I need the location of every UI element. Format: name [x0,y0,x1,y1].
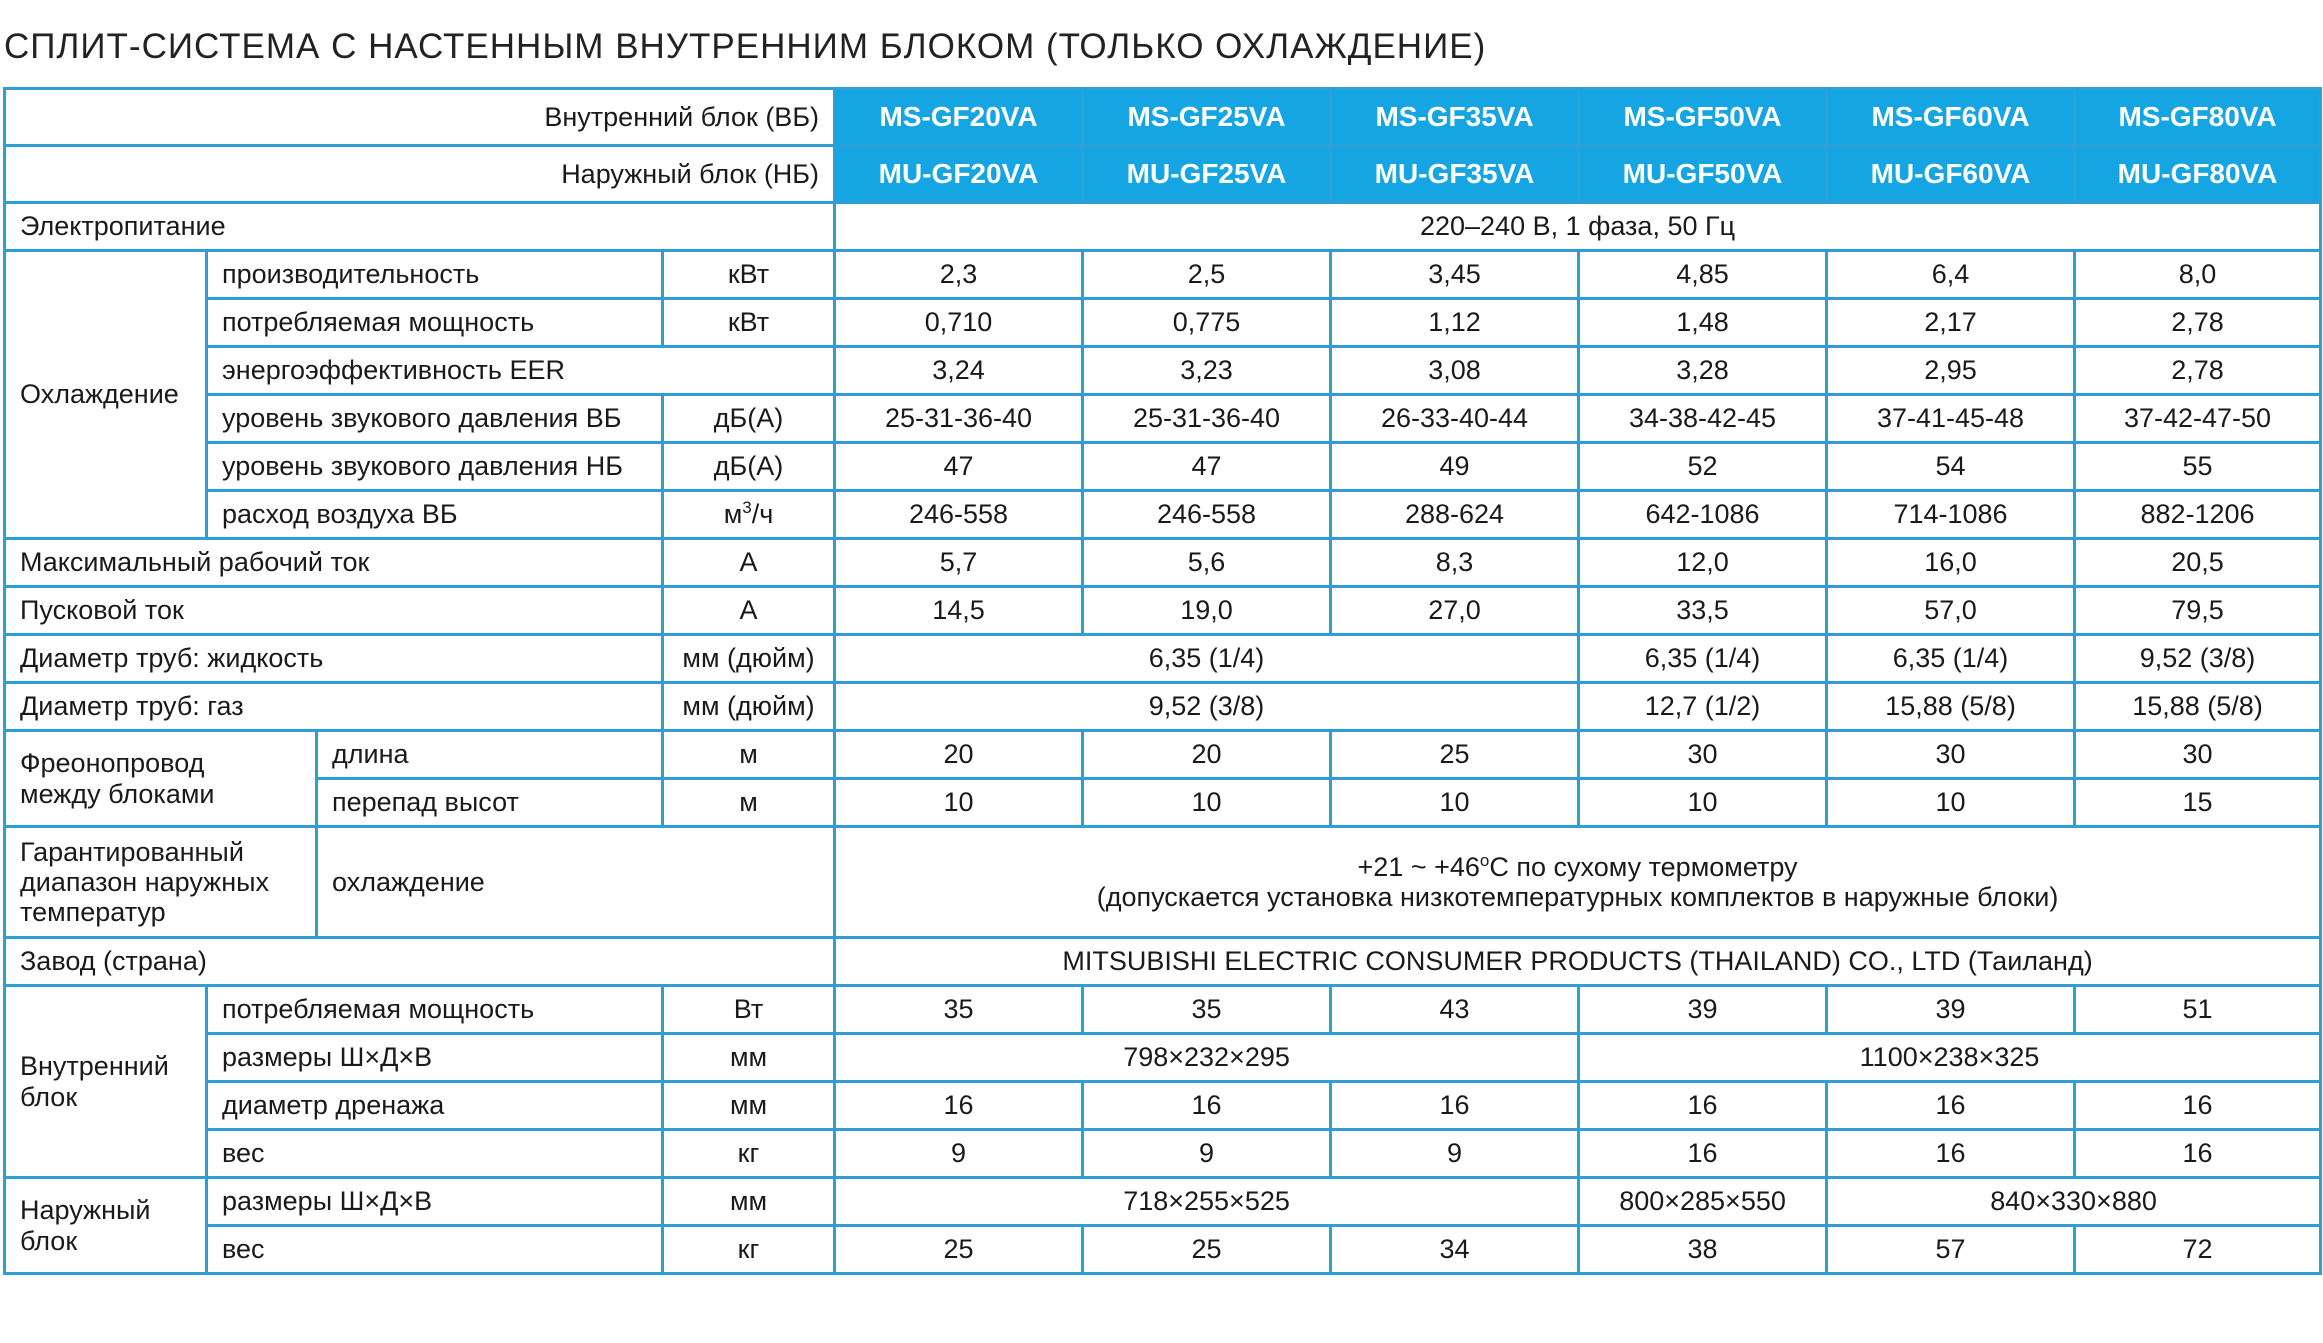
table-cell: 6,35 (1/4) [1827,635,2075,683]
label-line: Наружный [20,1195,151,1226]
table-row-cooling-eer [5,347,2321,395]
table-cell: 1100×238×325 [1579,1034,2321,1082]
temp-range-pre: +21 ~ +46 [1357,851,1480,882]
outdoor-model-5: MU-GF60VA [1827,146,2075,203]
table-cell: 15,88 (5/8) [2075,683,2321,731]
table-cell: 52 [1579,443,1827,491]
table-cell: 718×255×525 [835,1178,1579,1226]
table-cell: 3,23 [1083,347,1331,395]
table-cell: 19,0 [1083,587,1331,635]
row-label: потребляемая мощность [207,986,663,1034]
power-label: Электропитание [5,203,835,251]
row-label: Диаметр труб: жидкость [5,635,663,683]
table-cell: 25-31-36-40 [835,395,1083,443]
table-cell: 25 [1331,731,1579,779]
row-unit: мм [663,1034,835,1082]
table-row-outdoor-weight [5,1226,2321,1274]
row-label: перепад высот [317,779,663,827]
label-line: Внутренний [20,1051,169,1082]
table-cell: 800×285×550 [1579,1178,1827,1226]
indoor-model-1: MS-GF20VA [835,89,1083,146]
row-label: вес [207,1130,663,1178]
row-unit: А [663,539,835,587]
outdoor-model-1: MU-GF20VA [835,146,1083,203]
factory-value: MITSUBISHI ELECTRIC CONSUMER PRODUCTS (THAILAND) CO., LTD (Таиланд) [835,938,2321,986]
table-cell: 0,710 [835,299,1083,347]
table-cell: 20 [835,731,1083,779]
table-row-pipe-gas [5,683,2321,731]
table-row-start-current [5,587,2321,635]
table-row-indoor-drain [5,1082,2321,1130]
table-cell: 1,12 [1331,299,1579,347]
outdoor-model-4: MU-GF50VA [1579,146,1827,203]
table-cell: 8,3 [1331,539,1579,587]
row-unit: м [663,779,835,827]
table-cell: 39 [1579,986,1827,1034]
table-cell: 10 [1083,779,1331,827]
table-row-cooling-consumption [5,299,2321,347]
table-row-indoor-dimensions [5,1034,2321,1082]
table-cell: 25 [835,1226,1083,1274]
table-cell: 55 [2075,443,2321,491]
table-row-outdoor-dimensions [5,1178,2321,1226]
outdoor-model-3: MU-GF35VA [1331,146,1579,203]
spec-table [3,87,2322,1275]
row-label: диаметр дренажа [207,1082,663,1130]
table-cell: 39 [1827,986,2075,1034]
table-cell: 54 [1827,443,2075,491]
table-cell: 246-558 [835,491,1083,539]
refrigerant-line-label [5,731,317,827]
row-unit: мм (дюйм) [663,635,835,683]
table-cell: 16 [1579,1130,1827,1178]
table-cell: 57,0 [1827,587,2075,635]
label-line: температур [20,897,166,928]
table-row-noise-outdoor [5,443,2321,491]
table-row-height-diff [5,779,2321,827]
table-row-cooling-capacity [5,251,2321,299]
page-title: СПЛИТ-СИСТЕМА С НАСТЕННЫМ ВНУТРЕННИМ БЛОКОМ (ТОЛЬКО ОХЛАЖДЕНИЕ) [4,27,1487,66]
table-cell: 37-41-45-48 [1827,395,2075,443]
table-cell: 6,35 (1/4) [1579,635,1827,683]
table-cell: 6,35 (1/4) [835,635,1579,683]
table-row-noise-indoor [5,395,2321,443]
table-cell: 642-1086 [1579,491,1827,539]
indoor-model-6: MS-GF80VA [2075,89,2321,146]
factory-label: Завод (страна) [5,938,835,986]
row-unit: дБ(А) [663,443,835,491]
row-label: Диаметр труб: газ [5,683,663,731]
row-unit: мм [663,1178,835,1226]
label-line: блок [20,1225,78,1256]
table-cell: 714-1086 [1827,491,2075,539]
table-row-max-current [5,539,2321,587]
table-cell: 2,3 [835,251,1083,299]
table-row-power [5,203,2321,251]
indoor-model-3: MS-GF35VA [1331,89,1579,146]
table-cell: 43 [1331,986,1579,1034]
table-cell: 33,5 [1579,587,1827,635]
temp-range-label [5,827,317,938]
table-cell: 16,0 [1827,539,2075,587]
table-cell: 35 [1083,986,1331,1034]
table-cell: 2,95 [1827,347,2075,395]
cooling-group-label: Охлаждение [5,251,207,539]
table-cell: 47 [835,443,1083,491]
label-line: Фреонопровод [20,748,205,779]
table-row-temp-range [5,827,2321,938]
table-cell: 49 [1331,443,1579,491]
temp-range-post: C по сухому термометру [1489,851,1798,882]
table-cell: 57 [1827,1226,2075,1274]
row-label: производительность [207,251,663,299]
table-cell: 0,775 [1083,299,1331,347]
row-label: уровень звукового давления НБ [207,443,663,491]
row-unit: кг [663,1226,835,1274]
row-label: длина [317,731,663,779]
label-line: Гарантированный [20,836,244,867]
table-cell: 16 [1331,1082,1579,1130]
table-cell: 34-38-42-45 [1579,395,1827,443]
label-line: диапазон наружных [20,866,270,897]
table-cell: 882-1206 [2075,491,2321,539]
table-cell: 30 [1579,731,1827,779]
row-unit: Вт [663,986,835,1034]
table-cell: 10 [835,779,1083,827]
table-cell: 288-624 [1331,491,1579,539]
table-cell: 20,5 [2075,539,2321,587]
table-cell: 9,52 (3/8) [2075,635,2321,683]
table-header-outdoor [5,146,2321,203]
table-cell: 10 [1331,779,1579,827]
indoor-unit-group-label [5,986,207,1178]
table-cell: 14,5 [835,587,1083,635]
row-unit: мм [663,1082,835,1130]
indoor-unit-header-label: Внутренний блок (ВБ) [5,89,835,146]
row-label: расход воздуха ВБ [207,491,663,539]
table-cell: 51 [2075,986,2321,1034]
table-cell: 16 [1827,1082,2075,1130]
table-cell: 15,88 (5/8) [1827,683,2075,731]
row-label: размеры Ш×Д×В [207,1034,663,1082]
table-cell: 34 [1331,1226,1579,1274]
row-unit: А [663,587,835,635]
temp-range-mode: охлаждение [317,827,835,938]
table-cell: 2,5 [1083,251,1331,299]
degree-sign: o [1479,850,1490,870]
unit-base: м [723,499,743,530]
table-row-indoor-consumption [5,986,2321,1034]
table-cell: 12,7 (1/2) [1579,683,1827,731]
row-label: Максимальный рабочий ток [5,539,663,587]
row-label: Пусковой ток [5,587,663,635]
row-label: потребляемая мощность [207,299,663,347]
row-label: размеры Ш×Д×В [207,1178,663,1226]
table-cell: 12,0 [1579,539,1827,587]
table-cell: 3,24 [835,347,1083,395]
table-cell: 4,85 [1579,251,1827,299]
table-cell: 3,28 [1579,347,1827,395]
row-unit: кВт [663,251,835,299]
table-cell: 37-42-47-50 [2075,395,2321,443]
table-row-pipe-liquid [5,635,2321,683]
table-cell: 10 [1827,779,2075,827]
table-cell: 16 [1579,1082,1827,1130]
table-cell: 16 [2075,1130,2321,1178]
outdoor-unit-group-label [5,1178,207,1274]
indoor-model-2: MS-GF25VA [1083,89,1331,146]
row-unit: мм (дюйм) [663,683,835,731]
table-cell: 10 [1579,779,1827,827]
table-cell: 27,0 [1331,587,1579,635]
temp-range-value [835,827,2321,938]
table-cell: 3,45 [1331,251,1579,299]
table-cell: 6,4 [1827,251,2075,299]
table-cell: 16 [835,1082,1083,1130]
table-cell: 5,7 [835,539,1083,587]
table-cell: 9 [835,1130,1083,1178]
row-unit: кВт [663,299,835,347]
unit-tail: /ч [751,499,774,530]
outdoor-model-2: MU-GF25VA [1083,146,1331,203]
table-row-line-length [5,731,2321,779]
table-header-indoor [5,89,2321,146]
row-label: уровень звукового давления ВБ [207,395,663,443]
table-cell: 47 [1083,443,1331,491]
table-cell: 79,5 [2075,587,2321,635]
table-row-airflow [5,491,2321,539]
indoor-model-4: MS-GF50VA [1579,89,1827,146]
table-row-indoor-weight [5,1130,2321,1178]
row-unit: м [663,731,835,779]
label-line: между блоками [20,778,215,809]
row-unit: дБ(А) [663,395,835,443]
table-cell: 16 [1083,1082,1331,1130]
label-line: блок [20,1081,78,1112]
table-cell: 20 [1083,731,1331,779]
table-cell: 2,17 [1827,299,2075,347]
table-cell: 30 [2075,731,2321,779]
indoor-model-5: MS-GF60VA [1827,89,2075,146]
table-cell: 25-31-36-40 [1083,395,1331,443]
table-cell: 2,78 [2075,299,2321,347]
table-cell: 16 [2075,1082,2321,1130]
table-cell: 72 [2075,1226,2321,1274]
table-cell: 9 [1331,1130,1579,1178]
table-cell: 16 [1827,1130,2075,1178]
row-unit [663,491,835,539]
outdoor-unit-header-label: Наружный блок (НБ) [5,146,835,203]
row-label: энергоэффективность EER [207,347,835,395]
table-cell: 1,48 [1579,299,1827,347]
unit-superscript: 3 [742,498,752,518]
table-cell: 2,78 [2075,347,2321,395]
temp-range-note: (допускается установка низкотемпературных комплектов в наружные блоки) [1096,882,2059,912]
table-cell: 798×232×295 [835,1034,1579,1082]
table-cell: 9,52 (3/8) [835,683,1579,731]
table-cell: 840×330×880 [1827,1178,2321,1226]
table-cell: 9 [1083,1130,1331,1178]
power-value: 220–240 В, 1 фаза, 50 Гц [835,203,2321,251]
table-row-factory [5,938,2321,986]
row-unit: кг [663,1130,835,1178]
table-cell: 26-33-40-44 [1331,395,1579,443]
table-cell: 3,08 [1331,347,1579,395]
outdoor-model-6: MU-GF80VA [2075,146,2321,203]
table-cell: 25 [1083,1226,1331,1274]
table-cell: 5,6 [1083,539,1331,587]
table-cell: 38 [1579,1226,1827,1274]
table-cell: 246-558 [1083,491,1331,539]
row-label: вес [207,1226,663,1274]
table-cell: 8,0 [2075,251,2321,299]
table-cell: 15 [2075,779,2321,827]
table-cell: 30 [1827,731,2075,779]
table-cell: 35 [835,986,1083,1034]
